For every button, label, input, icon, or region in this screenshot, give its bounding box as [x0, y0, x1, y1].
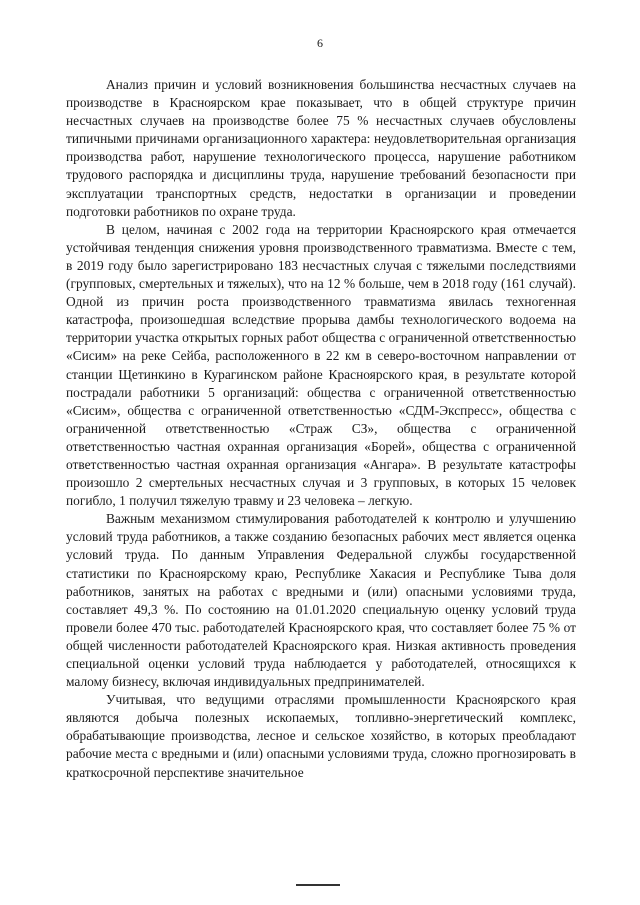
paragraph-working-conditions-assessment: Важным механизмом стимулирования работодателей к контролю и улучшению условий труда работников, а также созданию безопасных рабочих мест является оценка условий труда. По данным Управления Федеральной службы государственной статистики по Красноярскому краю, Республике Хакасия и Республике Тыва доля работников, занятых на работах с вредными и (или) опасными условиями труда, составляет 49,3 %. По состоянию на 01.01.2020 специальную оценку условий труда провели более 470 тыс. работодателей Красноярского края, что составляет более 75 % от общей численности работодателей Красноярского края. Низкая активность проведения специальной оценки условий труда наблюдается у работодателей, относящихся к малому бизнесу, включая индивидуальных предпринимателей. — [66, 511, 576, 690]
paragraph-accident-causes: Анализ причин и условий возникновения большинства несчастных случаев на производстве в Красноярском крае показывает, что в общей структуре причин несчастных случаев на производстве более 75 % несчастных случаев обусловлены типичными причинами организационного характера: неудовлетворительная организация производства работ, нарушение технологического процесса, нарушение работником трудового распорядка и дисциплины труда, нарушение требований безопасности при эксплуатации транспортных средств, недостатки в организации и проведении подготовки работников по охране труда. — [66, 77, 576, 219]
paragraph-injury-trend: В целом, начиная с 2002 года на территории Красноярского края отмечается устойчивая тенденция снижения уровня производственного травматизма. Вместе с тем, в 2019 году было зарегистрировано 183 несчастных случая с тяжелыми последствиями (групповых, смертельных и тяжелых), что на 12 % больше, чем в 2018 году (161 случай). Одной из причин роста производственного травматизма явилась техногенная катастрофа, произошедшая вследствие прорыва дамбы технологического водоема на территории участка открытых горных работ общества с ограниченной ответственностью «Сисим» на реке Сейба, расположенного в 22 км в северо-восточном направлении от станции Щетинкино в Курагинском районе Красноярского края, в результате которой пострадали работники 5 организаций: общества с ограниченной ответственностью «Сисим», общества с ограниченной ответственностью «СДМ-Экспресс», общества с ограниченной ответственностью «Страж СЗ», общества с ограниченной ответственностью частная охранная организация «Борей», общества с ограниченной ответственностью частная охранная организация «Ангара». В результате катастрофы произошло 2 смертельных несчастных случая и 3 групповых, в которых 15 человек погибло, 1 получил тяжелую травму и 23 человека – легкую. — [66, 221, 576, 509]
body-text — [66, 76, 576, 782]
page-number: 6 — [317, 36, 323, 50]
paragraph-leading-industries: Учитывая, что ведущими отраслями промышленности Красноярского края являются добыча полезных ископаемых, топливно-энергетический комплекс, обрабатывающие производства, лесное и сельское хозяйство, в которых преобладают рабочие места с вредными и (или) опасными условиями труда, сложно прогнозировать в краткосрочной перспективе значительное — [66, 692, 576, 780]
scan-mark — [296, 884, 340, 886]
